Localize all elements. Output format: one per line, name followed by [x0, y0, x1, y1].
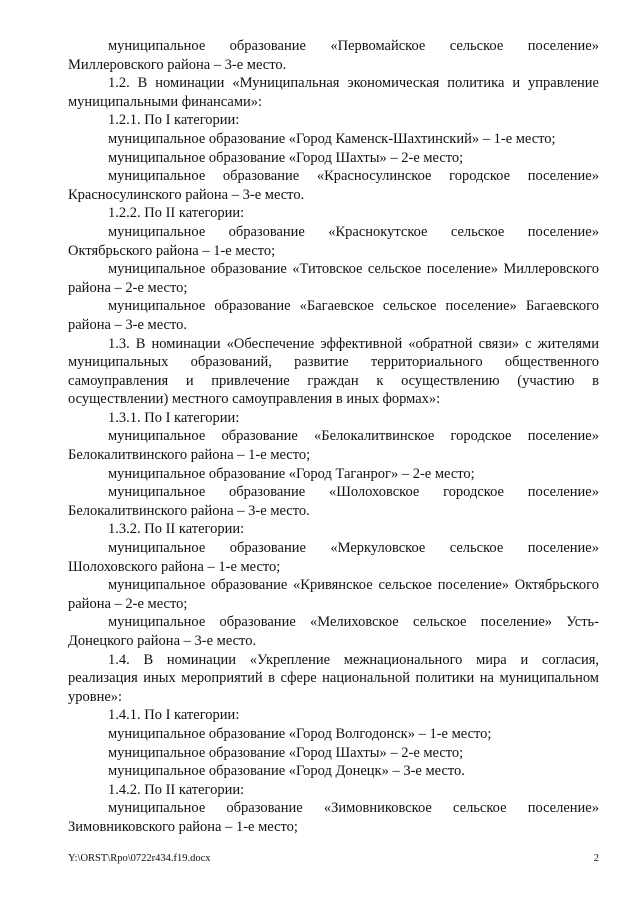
document-body — [68, 37, 599, 837]
paragraph: муниципальное образование «Шолоховское городское поселение» Белокалитвинского района – 3-е место. — [68, 484, 599, 519]
paragraph: муниципальное образование «Мелиховское сельское поселение» Усть-Донецкого района – 3-е место. — [68, 614, 599, 649]
paragraph: муниципальное образование «Красносулинское городское поселение» Красносулинского района – 3-е место. — [68, 168, 599, 203]
paragraph: муниципальное образование «Кривянское сельское поселение» Октябрьского района – 2-е место; — [68, 577, 599, 612]
page-number: 2 — [593, 853, 599, 864]
paragraph: 1.3. В номинации «Обеспечение эффективной «обратной связи» с жителями муниципальных образований, развитие территориального общественного самоуправления и привлечение граждан к осуществлению (участию в осуществлении) местного самоуправления в иных формах»: — [68, 335, 599, 408]
paragraph: муниципальное образование «Город Шахты» – 2-е место; — [108, 149, 464, 166]
paragraph: муниципальное образование «Меркуловское сельское поселение» Шолоховского района – 1-е место; — [68, 540, 599, 575]
paragraph: 1.2. В номинации «Муниципальная экономическая политика и управление муниципальными финансами»: — [68, 75, 599, 110]
page-footer — [68, 852, 599, 866]
paragraph: 1.4. В номинации «Укрепление межнационального мира и согласия, реализация иных мероприятий в сфере национальной политики на муниципальном уровне»: — [68, 651, 599, 705]
paragraph: 1.2.2. По II категории: — [108, 205, 245, 222]
paragraph: 1.3.1. По I категории: — [108, 409, 240, 426]
paragraph: 1.3.2. По II категории: — [108, 521, 245, 538]
paragraph: муниципальное образование «Город Шахты» – 2-е место; — [108, 744, 464, 761]
paragraph: муниципальное образование «Краснокутское сельское поселение» Октябрьского района – 1-е место; — [68, 223, 599, 259]
paragraph: муниципальное образование «Город Волгодонск» – 1-е место; — [108, 725, 492, 742]
paragraph: муниципальное образование «Город Донецк» – 3-е место. — [108, 763, 465, 780]
paragraph: муниципальное образование «Город Каменск-Шахтинский» – 1-е место; — [108, 130, 556, 147]
paragraph: 1.4.1. По I категории: — [108, 707, 240, 724]
file-path: Y:\ORST\Rpo\0722r434.f19.docx — [68, 853, 211, 864]
paragraph: муниципальное образование «Белокалитвинское городское поселение» Белокалитвинского района – 1-е место; — [68, 428, 599, 464]
paragraph: 1.4.2. По II категории: — [108, 781, 245, 798]
paragraph: 1.2.1. По I категории: — [108, 112, 240, 129]
paragraph: муниципальное образование «Город Таганрог» – 2-е место; — [108, 465, 475, 482]
paragraph: муниципальное образование «Багаевское сельское поселение» Багаевского района – 3-е место. — [68, 298, 599, 333]
paragraph: муниципальное образование «Первомайское сельское поселение» Миллеровского района – 3-е место. — [68, 38, 599, 73]
paragraph: муниципальное образование «Титовское сельское поселение» Миллеровского района – 2-е место; — [68, 261, 599, 296]
paragraph: муниципальное образование «Зимовниковское сельское поселение» Зимовниковского района – 1-е место; — [68, 800, 599, 835]
